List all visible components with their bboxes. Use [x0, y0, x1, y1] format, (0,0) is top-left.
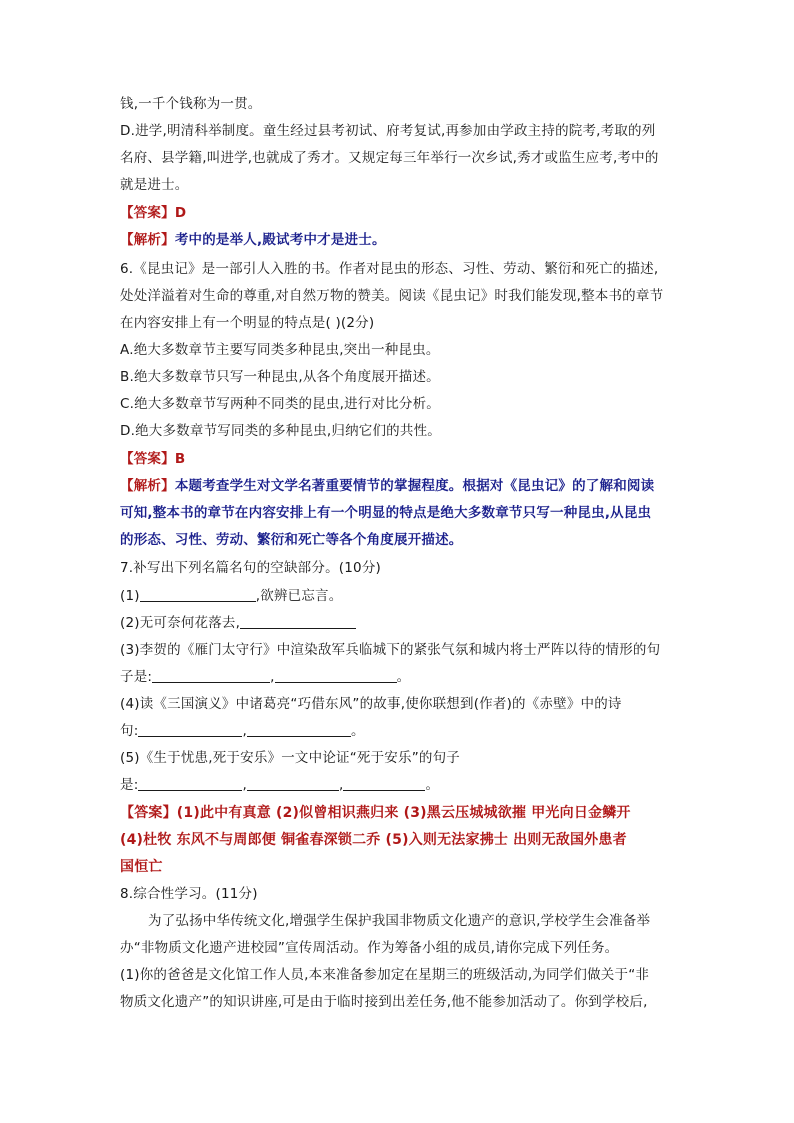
q8-paragraph-line: 为了弘扬中华传统文化,增强学生保护我国非物质文化遗产的意识,学校学生会准备举 — [148, 913, 651, 929]
q8-paragraph-line: 办“非物质文化遗产进校园”宣传周活动。作为筹备小组的成员,请你完成下列任务。 — [120, 940, 619, 956]
item-suffix: 。 — [350, 723, 365, 739]
analysis-text: 考中的是举人,殿试考中才是进士。 — [174, 232, 386, 248]
q8-stem: 8.综合性学习。(11分) — [120, 886, 258, 902]
analysis-tag: 【解析】 — [120, 478, 175, 494]
q5-answer — [120, 203, 680, 223]
q7-item-1 — [120, 586, 680, 606]
q7-item-4 — [120, 721, 680, 741]
item-separator: , — [270, 669, 275, 685]
q7-stem: 7.补写出下列名篇名句的空缺部分。(10分) — [120, 560, 381, 576]
q7-item-3 — [120, 667, 680, 687]
q6-stem-line: 处处洋溢着对生命的尊重,对自然万物的赞美。阅读《昆虫记》时我们能发现,整本书的章节 — [120, 288, 664, 304]
item-prefix: 是: — [120, 777, 139, 793]
q7-item-4-line: (4)读《三国演义》中诸葛亮“巧借东风”的故事,使你联想到(作者)的《赤壁》中的诗 — [120, 696, 622, 712]
q6-stem-line: 在内容安排上有一个明显的特点是( )(2分) — [120, 315, 375, 331]
answer-value: B — [174, 451, 186, 467]
item-prefix: 子是: — [120, 669, 153, 685]
answer-blank[interactable] — [240, 614, 356, 629]
item-suffix: 。 — [396, 669, 411, 685]
answer-blank[interactable] — [247, 722, 351, 737]
q8-paragraph-line: 物质文化遗产”的知识讲座,可是由于临时接到出差任务,他不能参加活动了。你到学校后, — [120, 994, 648, 1010]
q8-paragraph-line: (1)你的爸爸是文化馆工作人员,本来准备参加定在星期三的班级活动,为同学们做关于“非 — [120, 967, 650, 983]
q5-analysis — [120, 230, 680, 250]
item-separator: , — [242, 723, 247, 739]
item-prefix: (1) — [120, 588, 140, 604]
q7-item-2 — [120, 613, 680, 633]
answer-tag: 【答案】 — [120, 205, 175, 221]
item-separator: , — [242, 777, 247, 793]
q6-option-a: A.绝大多数章节主要写同类多种昆虫,突出一种昆虫。 — [120, 342, 440, 358]
answer-blank[interactable] — [140, 587, 256, 602]
item-prefix: (2)无可奈何花落去, — [120, 615, 241, 631]
answer-value: D — [174, 205, 187, 221]
text-line: 钱,一千个钱称为一贯。 — [120, 96, 262, 112]
q6-answer — [120, 449, 680, 469]
q7-item-3-line: (3)李贺的《雁门太守行》中渲染敌军兵临城下的紧张气氛和城内将士严阵以待的情形的句 — [120, 642, 661, 658]
answer-blank[interactable] — [138, 722, 242, 737]
analysis-tag: 【解析】 — [120, 232, 175, 248]
q7-item-5 — [120, 775, 680, 795]
answer-blank[interactable] — [343, 776, 425, 791]
q6-option-c: C.绝大多数章节写两种不同类的昆虫,进行对比分析。 — [120, 396, 441, 412]
q7-answer-line: 国恒亡 — [120, 859, 163, 875]
text-line: 名府、县学籍,叫进学,也就成了秀才。又规定每三年举行一次乡试,秀才或监生应考,考中的 — [120, 150, 659, 166]
q6-option-d: D.绝大多数章节写同类的多种昆虫,归纳它们的共性。 — [120, 423, 441, 439]
q6-option-b: B.绝大多数章节只写一种昆虫,从各个角度展开描述。 — [120, 369, 440, 385]
analysis-text: 本题考查学生对文学名著重要情节的掌握程度。根据对《昆虫记》的了解和阅读 — [174, 478, 655, 494]
answer-tag: 【答案】 — [120, 451, 175, 467]
q7-answer-line: (4)杜牧 东风不与周郎便 铜雀春深锁二乔 (5)入则无法家拂士 出则无敌国外患者 — [120, 832, 627, 848]
q6-stem-line: 6.《昆虫记》是一部引人入胜的书。作者对昆虫的形态、习性、劳动、繁衍和死亡的描述, — [120, 261, 659, 277]
text-line: 就是进士。 — [120, 177, 189, 193]
item-suffix: ,欲辨已忘言。 — [255, 588, 343, 604]
item-prefix: 句: — [120, 723, 139, 739]
answer-blank[interactable] — [275, 668, 397, 683]
answer-blank[interactable] — [138, 776, 242, 791]
q6-analysis-line: 可知,整本书的章节在内容安排上有一个明显的特点是绝大多数章节只写一种昆虫,从昆虫 — [120, 505, 652, 521]
item-separator: , — [338, 777, 344, 793]
q7-answer-line: 【答案】(1)此中有真意 (2)似曾相识燕归来 (3)黑云压城城欲摧 甲光向日金鳞开 — [120, 805, 631, 821]
answer-blank[interactable] — [152, 668, 270, 683]
item-suffix: 。 — [425, 777, 440, 793]
q7-item-5-line: (5)《生于忧患,死于安乐》一文中论证“死于安乐”的句子 — [120, 750, 461, 766]
q6-analysis — [120, 476, 680, 496]
text-line: D.进学,明清科举制度。童生经过县考初试、府考复试,再参加由学政主持的院考,考取的列 — [120, 123, 656, 139]
answer-blank[interactable] — [247, 776, 339, 791]
q6-analysis-line: 的形态、习性、劳动、繁衍和死亡等各个角度展开描述。 — [120, 532, 463, 548]
